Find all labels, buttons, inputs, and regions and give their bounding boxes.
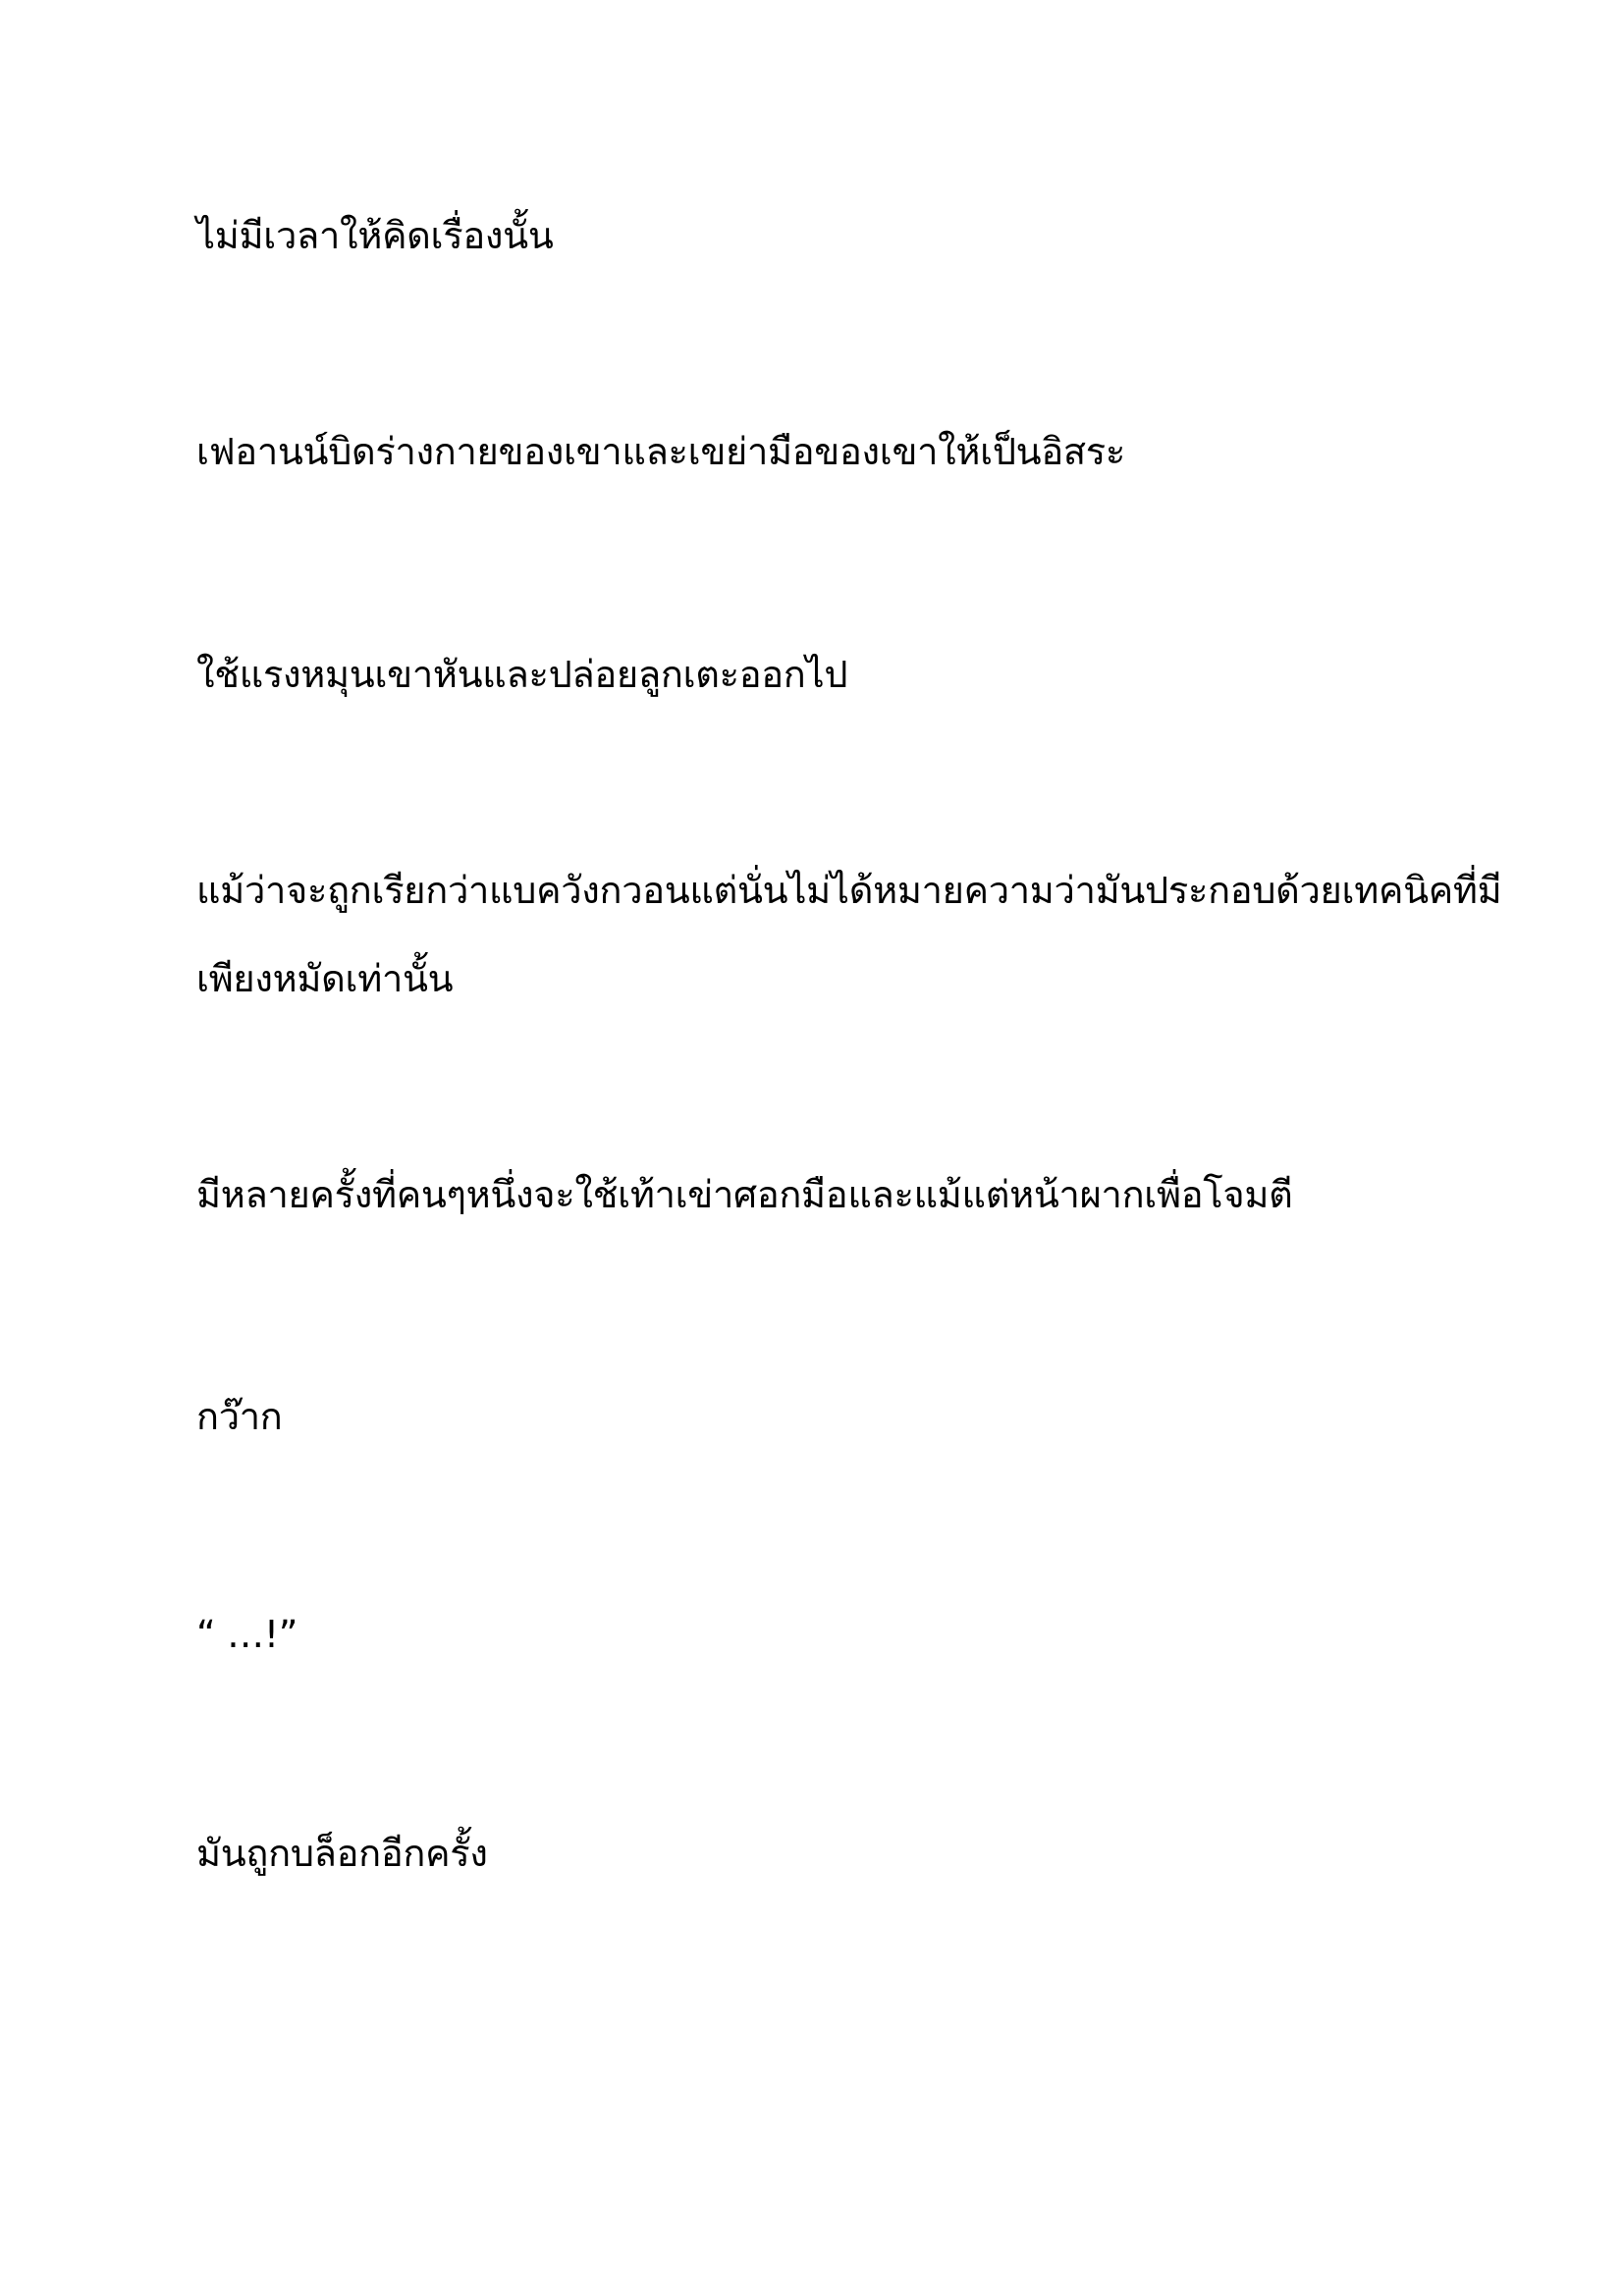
text-line: ไม่มีเวลาให้คิดเรื่องนั้น [196,214,554,257]
text-line: เพียงหมัดเท่านั้น [196,957,454,1000]
text-line: มันถูกบล็อกอีกครั้ง [196,1832,488,1875]
paragraph [196,846,1502,1023]
text-line: กว๊าก [196,1395,283,1438]
paragraph [196,1372,1453,1461]
text-line: “ …!” [196,1613,298,1656]
paragraph [196,1150,1453,1239]
paragraph [196,1590,1453,1679]
paragraph [196,407,1453,496]
text-line: เฟอานน์บิดร่างกายของเขาและเขย่ามือของเขาให้เป็นอิสระ [196,430,1125,473]
paragraph [196,191,1453,280]
paragraph [196,630,1453,719]
text-line: แม้ว่าจะถูกเรียกว่าแบควังกวอนแต่นั่นไม่ได้หมายความว่ามันประกอบด้วยเทคนิคที่มี [196,869,1502,912]
paragraph [196,1809,1453,1897]
text-line: ใช้แรงหมุนเขาหันและปล่อยลูกเตะออกไป [196,653,848,696]
text-line: มีหลายครั้งที่คนๆหนึ่งจะใช้เท้าเข่าศอกมือและแม้แต่หน้าผากเพื่อโจมตี [196,1173,1293,1216]
